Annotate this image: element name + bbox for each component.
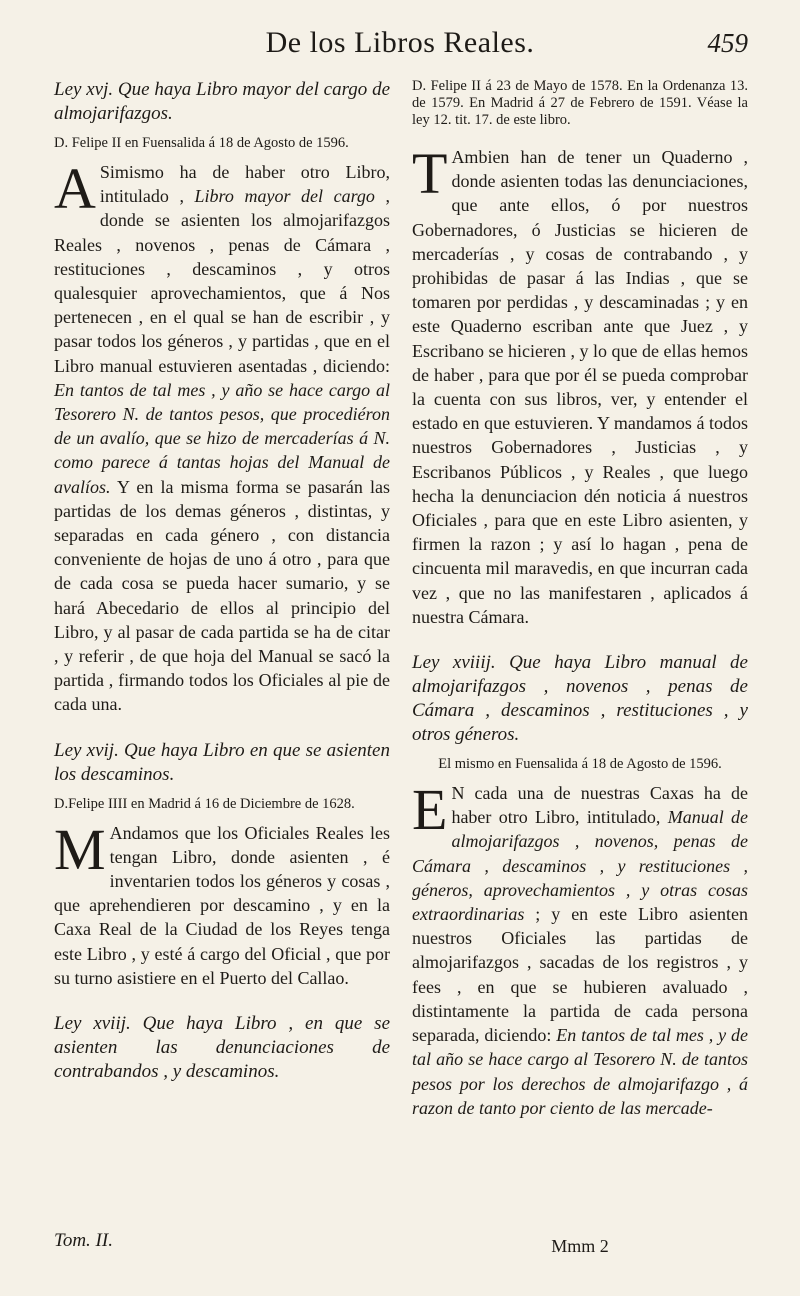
law-16-date: D. Felipe II en Fuensalida á 18 de Agosto de 1596. [54,135,349,151]
law-16-text-b: Libro mayor del cargo [194,186,375,207]
law-17-date: D.Felipe IIII en Madrid á 16 de Diciembre de 1628. [54,795,355,812]
law-18-heading [54,1012,390,1084]
law-17-body: Andamos que los Oficiales Reales les tengan Libro, donde asienten , é inventarien todos los géneros y cosas , que aprehendieren por descamino , y en la Caxa Real de la Ciudad de los Reyes tenga este Libro , y esté á cargo del Oficial , que por su turno asistiere en el Puerto del Callao. [54,822,390,988]
law-19-dropcap: E [412,777,448,843]
law-19-title: Ley xviiij. Que haya Libro manual de almojarifazgos , novenos , penas de Cámara , descaminos , restituciones , y otros géneros. [412,652,748,746]
law-17-title: Ley xvij. Que haya Libro en que se asienten los descaminos. [54,739,390,785]
law-19-text-a: N cada una de nuestras Caxas ha de haber otro Libro, intitulado, [451,783,748,828]
law-16-text-e: Y en la misma forma se pasarán las partidas de los demas géneros , distintas, y separadas en cada género , con distancia conveniente de hojas de uno á otro , para que de cada cosa se pueda hacer sumario, y se hará Abecedario de ellos al principio del Libro, y al pasar de cada partida se ha de citar , y referir , de que hoja del Manual se sacó la partida , firmando todos los Oficiales al pie de cada una. [54,476,390,715]
law-16-text-d: En tantos de tal mes , y año se hace cargo al Tesorero N. de tantos pesos, que procediéron de un avalío, que se hizo de mercaderías á N. como parece á tantas hojas del Manual de avalíos. [54,379,390,497]
left-column [54,78,390,1106]
law-19-text-d: En tantos de tal mes , y de tal año se hace cargo al Tesorero N. de tantos pesos por los derechos de almojarifazgo , á razon de tanto por ciento de las mercade- [412,1025,749,1118]
right-column [412,78,748,1142]
law-17 [54,739,390,990]
signature-mark: Mmm 2 [551,1236,609,1256]
law-19-text-c: ; y en este Libro asienten nuestros Oficiales las partidas de almojarifazgos , sacadas de los registros , y fees , en que se hubieren avaluado , distintamente la partida de cada persona separada, diciendo: [412,904,748,1046]
law-18-text [412,141,748,629]
law-19 [412,651,748,1120]
law-16 [54,78,390,717]
law-16-text [54,156,390,717]
running-head [0,26,800,66]
law-18-body: Ambien han de tener un Quaderno , donde asienten todas las denunciaciones, que ante ellos, ó por nuestros Gobernadores, ó Justicias se hicieren de mercaderías , y cosas de contrabando , y prohibidas de pasar á las Indias , que se tomaren por perdidas , y descaminadas ; y en este Quaderno escriban ante que Juez , y Escribano se hicieren , y lo que de ellas hemos de haber , para que por él se pueda comprobar la cuenta con sus libros, ver, y entender el estado en que estuvieren. Y mandamos á todos nuestros Gobernadores , Justicias , y Escribanos Públicos , y Reales , que luego hecha la denunciacion dén noticia á nuestros Oficiales , para que en este Libro asienten, y firmen la razon ; y así lo hagan , pena de cincuenta mil maravedis, en que incurran cada vez , que no las manifestaren , aplicados á nuestra Cámara. [412,147,748,627]
law-19-text-b: Manual de almojarifazgos , novenos, penas de Cámara , descaminos , y restituciones , géneros, aprovechamientos , y otras cosas extraordinarias [412,807,749,925]
law-18-title: Ley xviij. Que haya Libro , en que se asienten las denunciaciones de contrabandos , y descaminos. [54,1013,390,1083]
law-16-text-c: , donde se asienten los almojarifazgos Reales , novenos , penas de Cámara , restituciones , descaminos , y otros qualesquier aprovechamientos, que á Nos pertenecen , en el qual se han de escribir , y pasar todos los géneros , y partidas , que en el Libro manual estuvieren asentadas , diciendo: [54,186,390,376]
law-16-text-a: Simismo ha de haber otro Libro, intitulado , [99,162,390,207]
volume-signature: Tom. II. [54,1230,113,1251]
law-19-text [412,777,749,1120]
law-18-date: D. Felipe II á 23 de Mayo de 1578. En la Ordenanza 13. de 1579. En Madrid á 27 de Febrero de 1591. Véase la ley 12. tit. 17. de este libro. [412,78,748,128]
law-16-dropcap: A [54,156,96,221]
law-18-dropcap: T [412,141,448,206]
law-18 [412,141,748,629]
page-number: 459 [707,28,748,58]
law-17-text [54,816,390,990]
law-19-date: El mismo en Fuensalida á 18 de Agosto de 1596. [438,756,722,773]
law-16-title: Ley xvj. Que haya Libro mayor del cargo de almojarifazgos. [54,79,390,124]
running-title: De los Libros Reales. [265,26,535,59]
law-17-dropcap: M [54,816,106,882]
